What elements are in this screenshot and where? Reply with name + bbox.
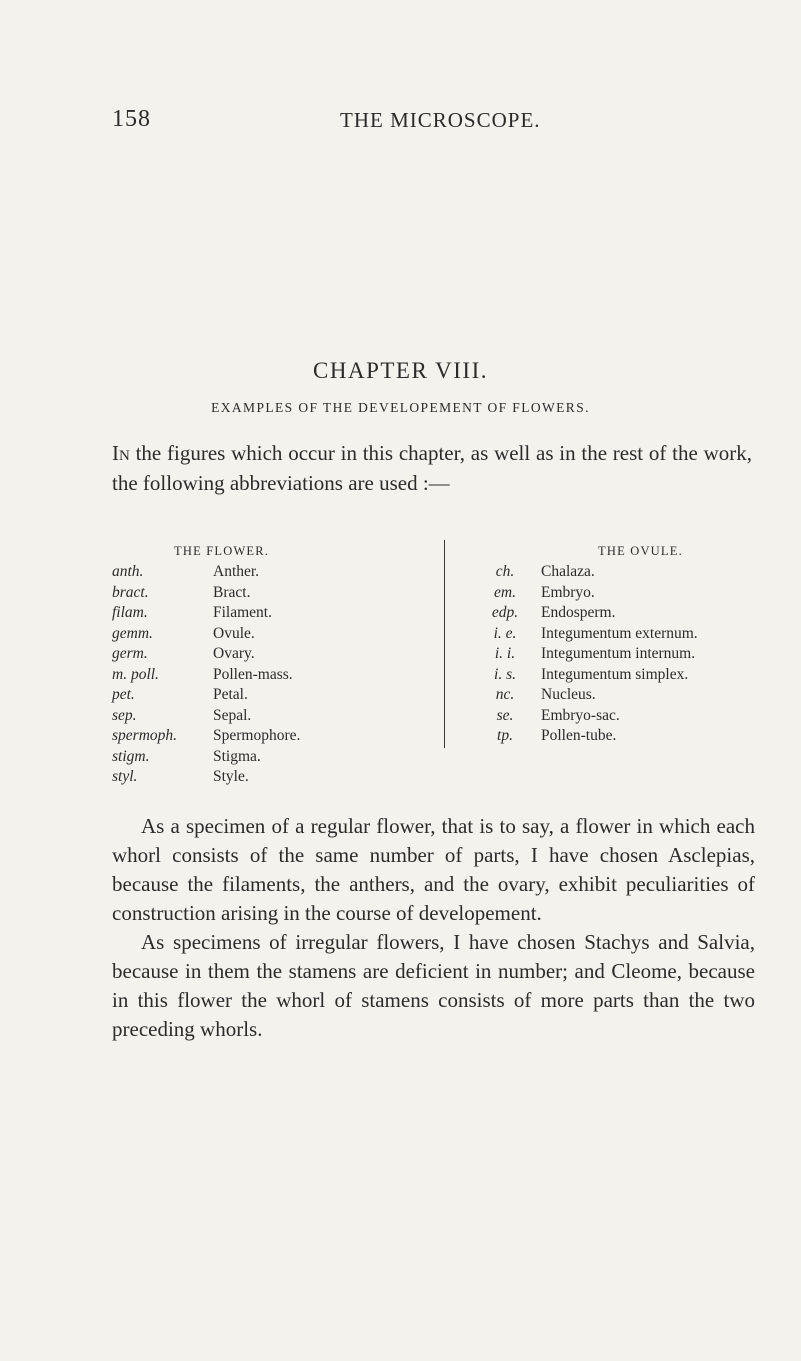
abbreviation-meaning: Sepal. (213, 706, 252, 724)
abbreviation-row (112, 767, 442, 788)
abbreviation: nc. (495, 686, 515, 703)
abbreviation-row (112, 562, 442, 583)
chapter-title: CHAPTER VIII. (313, 358, 488, 383)
intro-lead-word: In (112, 441, 130, 465)
abbreviation: stigm. (112, 747, 150, 765)
abbreviation-meaning: Pollen-tube. (541, 727, 617, 744)
abbreviation-meaning: Pollen-mass. (213, 665, 293, 683)
abbreviation-row (112, 624, 442, 645)
abbreviation: se. (496, 706, 514, 724)
abbreviation-meaning: Chalaza. (541, 563, 595, 580)
chapter-subtitle: EXAMPLES OF THE DEVELOPEMENT OF FLOWERS. (211, 400, 590, 415)
abbreviation-row (469, 583, 789, 604)
flower-heading: THE FLOWER. (174, 544, 270, 558)
abbreviation-meaning: Integumentum simplex. (541, 665, 689, 683)
abbreviation-row (112, 644, 442, 665)
abbreviation-row (112, 706, 442, 727)
abbreviation-row (112, 603, 442, 624)
abbreviation-meaning: Endosperm. (541, 604, 616, 621)
abbreviation-row (469, 644, 789, 665)
abbreviation-meaning: Ovary. (213, 645, 255, 662)
abbreviation-meaning: Embryo-sac. (541, 706, 620, 724)
abbreviation: spermoph. (112, 727, 178, 744)
abbreviation: gemm. (112, 624, 153, 642)
abbreviation-row (112, 726, 442, 747)
abbreviation-meaning: Embryo. (541, 583, 595, 601)
abbreviation-meaning: Style. (213, 768, 249, 785)
flower-abbreviations-column (112, 540, 442, 788)
abbreviation: i. e. (493, 624, 517, 642)
ovule-abbreviations-column (469, 540, 789, 747)
abbreviation-meaning: Integumentum externum. (541, 624, 698, 642)
abbreviation-meaning: Anther. (213, 563, 260, 580)
abbreviation: i. s. (494, 665, 516, 683)
abbreviation: edp. (491, 604, 519, 621)
abbreviation-row (469, 706, 789, 727)
abbreviation-row (112, 583, 442, 604)
abbreviation-row (469, 726, 789, 747)
abbreviation-meaning: Ovule. (213, 624, 255, 642)
flower-rows (112, 562, 442, 788)
abbreviation: ch. (495, 563, 515, 580)
abbreviation: sep. (112, 706, 137, 724)
body-text (112, 812, 755, 1044)
paragraph-regular-flower: As a specimen of a regular flower, that is to say, a flower in which each whorl consists of the same number of parts, I have chosen Asclepias, because the filaments, the anthers, and the ovary, exhibit peculiarities of construction arising in the course of developement. (112, 814, 755, 925)
abbreviation-row (112, 685, 442, 706)
column-divider (444, 540, 445, 748)
abbreviation: bract. (112, 583, 149, 601)
ovule-rows (469, 562, 789, 747)
ovule-heading: THE OVULE. (598, 544, 683, 558)
page-number: 158 (112, 106, 151, 132)
intro-paragraph (112, 438, 752, 498)
paragraph-irregular-flowers: As specimens of irregular flowers, I have chosen Stachys and Salvia, because in them the stamens are deficient in number; and Cleome, because in this flower the whorl of stamens consists of more parts than the two preceding whorls. (112, 930, 755, 1041)
abbreviation: pet. (112, 686, 135, 703)
running-title: THE MICROSCOPE. (340, 108, 541, 132)
abbreviation: m. poll. (112, 665, 159, 683)
abbreviation-meaning: Integumentum internum. (541, 645, 696, 662)
abbreviation-row (469, 562, 789, 583)
abbreviation-table (112, 540, 712, 785)
abbreviation-meaning: Bract. (213, 583, 251, 601)
intro-text: the figures which occur in this chapter, as well as in the rest of the work, the following abbreviations are used :— (112, 441, 752, 495)
abbreviation-row (112, 665, 442, 686)
abbreviation-meaning: Stigma. (213, 747, 261, 765)
running-head (112, 106, 712, 138)
abbreviation-meaning: Nucleus. (541, 686, 596, 703)
abbreviation: styl. (112, 768, 138, 785)
abbreviation: filam. (112, 604, 148, 621)
abbreviation: em. (494, 583, 516, 601)
abbreviation-meaning: Spermophore. (213, 727, 301, 744)
abbreviation-meaning: Petal. (213, 686, 248, 703)
abbreviation-row (469, 624, 789, 645)
abbreviation-row (112, 747, 442, 768)
abbreviation-row (469, 603, 789, 624)
abbreviation: germ. (112, 645, 148, 662)
abbreviation: tp. (497, 727, 513, 744)
abbreviation-row (469, 665, 789, 686)
abbreviation: anth. (112, 563, 144, 580)
abbreviation: i. i. (494, 645, 516, 662)
abbreviation-row (469, 685, 789, 706)
abbreviation-meaning: Filament. (213, 604, 272, 621)
